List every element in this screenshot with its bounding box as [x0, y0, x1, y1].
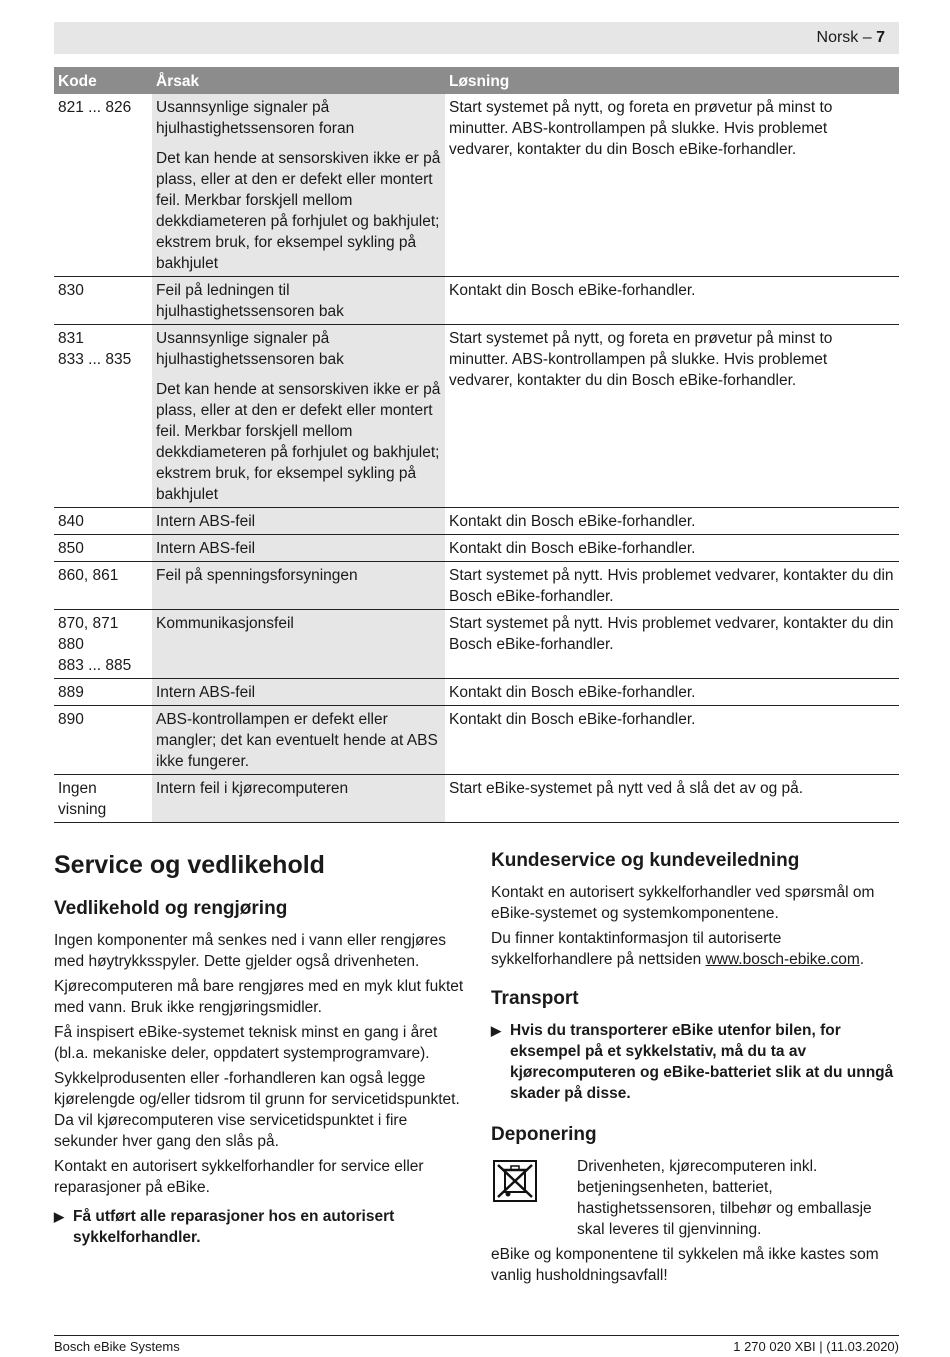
table-row [54, 508, 899, 535]
cause-cell [152, 325, 445, 508]
disposal-warning: eBike og komponentene til sykkelen må ikke kastes som vanlig husholdningsavfall! [491, 1246, 879, 1284]
service-section [54, 848, 464, 1248]
solution-cell: Start eBike-systemet på nytt ved å slå det av og på. [445, 775, 899, 823]
error-code: 831 [58, 330, 84, 347]
footer-document-number: 1 270 020 XBI | (11.03.2020) [733, 1339, 899, 1354]
solution-cell: Start systemet på nytt. Hvis problemet vedvarer, kontakter du din Bosch eBike-forhandler. [445, 610, 899, 679]
column-header-cause: Årsak [152, 67, 445, 94]
error-code: 830 [58, 282, 84, 299]
cause-text: Usannsynlige signaler på hjulhastighetssensoren foran [156, 99, 355, 137]
table-row [54, 706, 899, 775]
cause-text: Kommunikasjonsfeil [156, 615, 294, 632]
bullet-triangle-icon: ▶ [491, 1023, 501, 1038]
service-title: Service og vedlikehold [54, 851, 325, 879]
repair-instruction-text: Få utført alle reparasjoner hos en autorisert sykkelforhandler. [73, 1208, 395, 1246]
cause-text: Intern ABS-feil [156, 540, 256, 557]
maintenance-paragraph: Ingen komponenter må senkes ned i vann eller rengjøres med høytrykksspyler. Dette gjelder også drivenheten. [54, 932, 447, 970]
error-code: 850 [58, 540, 84, 557]
repair-instruction [54, 1206, 464, 1248]
code-cell [54, 775, 152, 823]
column-header-solution: Løsning [445, 67, 899, 94]
cause-cell [152, 535, 445, 562]
code-cell [54, 508, 152, 535]
right-column [491, 848, 899, 1290]
solution-cell: Start systemet på nytt, og foreta en prøvetur på minst to minutter. ABS-kontrollampen på slukke. Hvis problemet vedvarer, kontakter du din Bosch eBike-forhandler. [445, 94, 899, 277]
error-code: 821 ... 826 [58, 99, 132, 116]
code-cell [54, 325, 152, 508]
cause-text: ABS-kontrollampen er defekt eller mangler; det kan eventuelt hende at ABS ikke fungerer. [156, 711, 438, 770]
disposal-title: Deponering [491, 1124, 597, 1145]
cause-cell [152, 94, 445, 277]
solution-cell: Kontakt din Bosch eBike-forhandler. [445, 706, 899, 775]
bosch-ebike-link[interactable]: www.bosch-ebike.com [705, 951, 860, 968]
solution-cell: Kontakt din Bosch eBike-forhandler. [445, 508, 899, 535]
cause-text: Det kan hende at sensorskiven ikke er på plass, eller at den er defekt eller montert feil. Merkbar forskjell mellom dekkdiameteren på forhjulet og bakhjulet; ekstrem bruk, for eksempel sykling på bakhjulet [156, 150, 441, 272]
error-code: 889 [58, 684, 84, 701]
code-cell [54, 535, 152, 562]
table-row [54, 610, 899, 679]
page-number: 7 [876, 29, 885, 46]
error-code: 840 [58, 513, 84, 530]
cause-text: Intern ABS-feil [156, 684, 256, 701]
error-code: 880 [58, 636, 84, 653]
error-code: 883 ... 885 [58, 657, 132, 674]
customer-service-title: Kundeservice og kundeveiledning [491, 850, 800, 871]
cause-text: Det kan hende at sensorskiven ikke er på plass, eller at den er defekt eller montert feil. Merkbar forskjell mellom dekkdiameteren på forhjulet og bakhjulet; ekstrem bruk, for eksempel sykling på bakhjulet [156, 381, 441, 503]
cause-cell [152, 775, 445, 823]
code-cell [54, 610, 152, 679]
solution-cell: Start systemet på nytt, og foreta en prøvetur på minst to minutter. ABS-kontrollampen på slukke. Hvis problemet vedvarer, kontakter du din Bosch eBike-forhandler. [445, 325, 899, 508]
error-code: Ingen [58, 780, 97, 797]
page-header [54, 22, 899, 54]
disposal-block [491, 1156, 899, 1240]
maintenance-title: Vedlikehold og rengjøring [54, 898, 288, 919]
transport-instruction-text: Hvis du transporterer eBike utenfor bilen, for eksempel på et sykkelstativ, må du ta av kjørecomputeren og eBike-batteriet slik at du unngå skader på disse. [510, 1022, 894, 1102]
table-row [54, 94, 899, 277]
solution-cell: Start systemet på nytt. Hvis problemet vedvarer, kontakter du din Bosch eBike-forhandler. [445, 562, 899, 610]
error-code: 870, 871 [58, 615, 119, 632]
error-code: visning [58, 801, 107, 818]
table-row [54, 562, 899, 610]
table-row [54, 325, 899, 508]
solution-cell: Kontakt din Bosch eBike-forhandler. [445, 277, 899, 325]
error-code: 890 [58, 711, 84, 728]
cause-cell [152, 679, 445, 706]
transport-instruction [491, 1020, 899, 1104]
maintenance-paragraph: Få inspisert eBike-systemet teknisk minst en gang i året (bl.a. mekaniske deler, oppdatert systemprogramvare). [54, 1024, 438, 1062]
maintenance-paragraph: Sykkelprodusenten eller -forhandleren kan også legge kjørelengde og/eller tidsrom til grunn for servicetidspunktet. Da vil kjørecomputeren vise servicetidspunktet i fire sekunder hver gang den slås på. [54, 1070, 460, 1150]
table-row [54, 535, 899, 562]
cause-cell [152, 562, 445, 610]
error-code-table [54, 67, 899, 823]
code-cell [54, 562, 152, 610]
cause-text: Intern ABS-feil [156, 513, 256, 530]
maintenance-paragraph: Kjørecomputeren må bare rengjøres med en myk klut fuktet med vann. Bruk ikke rengjøringsmidler. [54, 978, 464, 1016]
column-header-code: Kode [54, 67, 152, 94]
table-row [54, 775, 899, 823]
error-code: 860, 861 [58, 567, 119, 584]
solution-cell: Kontakt din Bosch eBike-forhandler. [445, 679, 899, 706]
transport-title: Transport [491, 988, 579, 1009]
table-row [54, 277, 899, 325]
cause-cell [152, 610, 445, 679]
table-row [54, 679, 899, 706]
bullet-triangle-icon: ▶ [54, 1209, 64, 1224]
solution-cell: Kontakt din Bosch eBike-forhandler. [445, 535, 899, 562]
table-body [54, 94, 899, 823]
disposal-text: Drivenheten, kjørecomputeren inkl. betjeningsenheten, batteriet, hastighetssensoren, tilbehør og emballasje skal leveres til gjenvinning. [577, 1158, 872, 1238]
maintenance-paragraph: Kontakt en autorisert sykkelforhandler for service eller reparasjoner på eBike. [54, 1158, 424, 1196]
code-cell [54, 277, 152, 325]
cause-cell [152, 508, 445, 535]
error-code: 833 ... 835 [58, 351, 132, 368]
code-cell [54, 706, 152, 775]
page-header-text: Norsk – 7 [816, 29, 885, 46]
crossed-out-wheelie-bin-icon [493, 1160, 537, 1202]
customer-service-paragraph: Kontakt en autorisert sykkelforhandler ved spørsmål om eBike-systemet og systemkomponentene. [491, 884, 875, 922]
cause-cell [152, 277, 445, 325]
cause-text: Feil på spenningsforsyningen [156, 567, 358, 584]
table-header-row [54, 67, 899, 94]
code-cell [54, 679, 152, 706]
header-language: Norsk [816, 29, 859, 46]
cause-text: Usannsynlige signaler på hjulhastighetssensoren bak [156, 330, 344, 368]
customer-service-paragraph: Du finner kontaktinformasjon til autoriserte sykkelforhandlere på nettsiden www.bosch-ebike.com. [491, 930, 865, 968]
cause-cell [152, 706, 445, 775]
footer-company: Bosch eBike Systems [54, 1339, 180, 1354]
cause-text: Feil på ledningen til hjulhastighetssensoren bak [156, 282, 344, 320]
code-cell [54, 94, 152, 277]
page-footer [54, 1335, 899, 1354]
cause-text: Intern feil i kjørecomputeren [156, 780, 349, 797]
